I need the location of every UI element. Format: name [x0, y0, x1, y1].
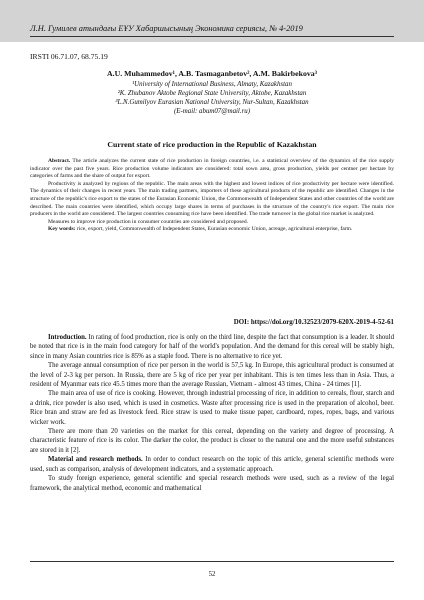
author-email: (E-mail: abum07@mail.ru) [173, 108, 250, 115]
abstract-paragraph-3: Measures to improve rice production in consumer countries are considered and proposed. [48, 218, 249, 225]
keywords-label: Key words: [48, 226, 76, 233]
keywords-line [30, 226, 394, 234]
body-paragraph-5 [30, 455, 394, 474]
affiliation-2: ²K. Zhubanov Aktobe Regional State University, Aktobe, Kazakhstan [117, 90, 307, 97]
abstract-block [30, 158, 394, 234]
journal-header: Л.Н. Гумилев атындағы ЕҰУ Хабаршысының Экономика сериясы, № 4-2019 [30, 24, 303, 33]
article-title: Current state of rice production in the Republic of Kazakhstan [107, 140, 317, 149]
doi-link[interactable]: DOI: https://doi.org/10.32523/2079-620X-2019-4-52-61 [233, 319, 394, 326]
body-paragraph-4: There are more than 20 varieties on the market for this cereal, depending on the variety and degree of processing. A characteristic feature of rice is its color. The darker the color, the product is closer to the natural one and the more useful substances are stored in it [2]. [30, 428, 394, 454]
footer-rule [30, 561, 394, 562]
body-paragraph-1 [30, 333, 394, 361]
abstract-paragraph-1 [30, 158, 394, 181]
author-list: A.U. Muhammedov¹, A.B. Tasmaganbetov², A.M. Bakirbekova³ [107, 69, 317, 78]
header-rule [30, 36, 394, 37]
irsti-code: IRSTI 06.71.07, 68.75.19 [30, 52, 108, 61]
abstract-text-1: The article analyzes the current state of rice production in foreign countries, i.e. a statistical overview of the dynamics of the rice supply indicator over the past five years. Rice production volume indicators are considered: total sown area, gross production, yields per centner per hectare by categories of farms and the share of output for export. [30, 158, 394, 180]
affiliation-1: ¹University of International Business, Almaty, Kazakhstan [132, 81, 292, 88]
body-text-5: In order to conduct research on the topic of this article, general scientific methods were used, such as comparison, analysis of development indicators, and a systematic approach. [30, 456, 395, 473]
affiliation-3: ³L.N.Gumilyov Eurasian National University, Nur-Sultan, Kazakhstan [115, 99, 309, 106]
body-text [30, 333, 394, 493]
body-paragraph-3: The main area of use of rice is cooking. However, through industrial processing of rice, in addition to cereals, flour, starch and a drink, rice powder is also used, which is used in cosmetics. Waste after processing rice is used in the preparation of alcohol, beer. Rice bran and straw are fed as livestock feed. Rice straw is used to make tissue paper, cardboard, ropes, ropes, bags, and various wicker work. [30, 390, 394, 426]
introduction-heading: Introduction. [48, 334, 87, 341]
body-paragraph-6: To study foreign experience, general scientific and special research methods were used, such as a review of the legal framework, the analytical method, economic and mathematical [30, 475, 394, 492]
page-number: 52 [208, 571, 216, 578]
methods-heading: Material and research methods. [48, 456, 143, 464]
body-paragraph-2: The average annual consumption of rice per person in the world is 57,5 kg. In Europe, this agricultural product is consumed at the level of 2-3 kg per person. In Russia, there are 5 kg of rice per year per inhabitant. This is ten times less than in Asia. Thus, a resident of Myanmar eats rice 45.5 times more than the average Russian, Vietnam - almost 43 times, China - 24 times [1]. [30, 362, 394, 389]
keywords-text: rice, export, yield, Commonwealth of Independent States, Eurasian economic Union, acreage, agricultural enterprise, farm. [76, 226, 353, 233]
abstract-paragraph-2: Productivity is analyzed by regions of the republic. The main areas with the highest and lowest indices of rice productivity per hectare were identified. The dynamics of their changes in recent years. The main trading partners, importers of these agricultural products of the republic are identified. Changes in the structure of the republic's rice export to the states of the Eurasian Economic Union, the Commonwealth of Independent States and other countries of the world are described. The main countries were identified, which occupy large shares in terms of purchases in the structure of the country's rice export. The main rice producers in the world are considered. The largest countries consuming rice have been identified. The trade turnover in the global rice market is analyzed. [30, 180, 394, 218]
abstract-label: Abstract. [48, 158, 71, 164]
body-text-1: In rating of food production, rice is only on the third line, despite the fact that consumption is a leader. It should be noted that rice is in the main food category for half of the world's population. And the demand for this cereal will be stably high, since in many Asian countries rice is 85% as a staple food. There is no alternative to rice yet. [30, 334, 394, 360]
